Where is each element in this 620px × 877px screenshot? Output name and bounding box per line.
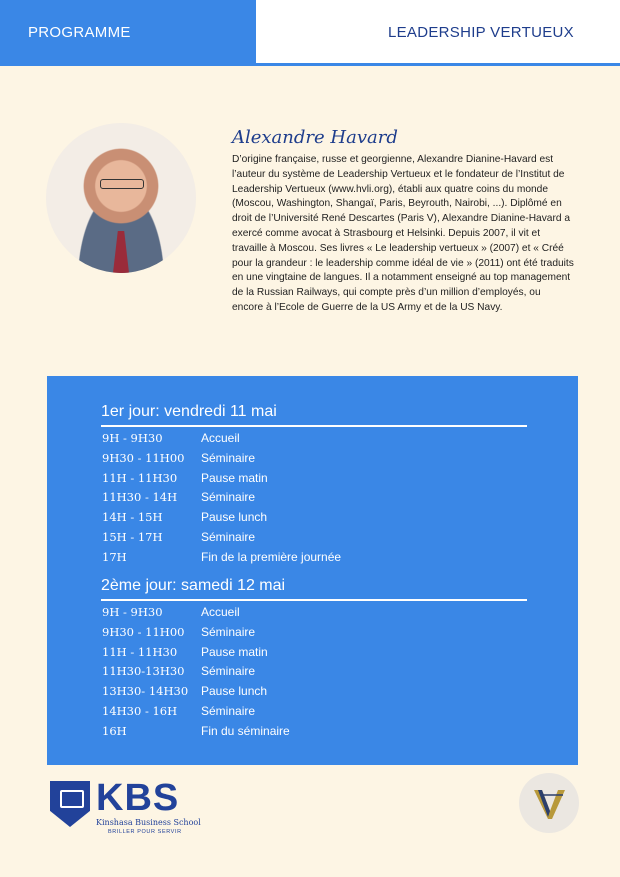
schedule-time: 16H	[102, 723, 127, 738]
schedule-activity: Pause lunch	[201, 684, 268, 699]
day-divider	[101, 599, 527, 601]
schedule-time: 9H30 - 11H00	[102, 450, 185, 465]
schedule-activity: Pause lunch	[201, 510, 268, 525]
schedule-time: 13H30- 14H30	[102, 684, 189, 699]
schedule-time: 14H30 - 16H	[102, 704, 178, 718]
kbs-tagline: BRILLER POUR SERVIR	[108, 829, 182, 835]
schedule-time: 14H - 15H	[102, 510, 163, 525]
hvli-logo	[519, 773, 579, 833]
program-panel	[47, 376, 578, 765]
speaker-photo	[46, 123, 196, 273]
header-right-band	[256, 0, 620, 66]
schedule-time: 9H - 9H30	[102, 431, 163, 445]
kbs-acronym: KBS	[96, 777, 180, 819]
v-logo-icon	[519, 773, 579, 833]
day-divider	[101, 425, 527, 427]
schedule-activity: Séminaire	[201, 624, 256, 639]
schedule-activity: Fin du séminaire	[201, 723, 290, 738]
schedule-activity: Pause matin	[201, 470, 268, 485]
day-title: 1er jour: vendredi 11 mai	[101, 403, 277, 420]
schedule-time: 17H	[102, 549, 127, 564]
schedule-activity: Accueil	[201, 605, 240, 619]
schedule-time: 11H30-13H30	[102, 664, 185, 679]
day-title: 2ème jour: samedi 12 mai	[101, 577, 286, 594]
header-right-label: LEADERSHIP VERTUEUX	[387, 24, 574, 41]
speaker-bio: D’origine française, russe et georgienne, Alexandre Dianine-Havard est l’auteur du système de Leadership Vertueux et le fondateur de l’Institut de Leadership Vertueux (www.hvli.org), établi aux quatre coins du monde (Moscou, Washington, Shangaï, Paris, Beyrouth, Nairobi, ...). Diplômé en droit de l’Université René Descartes (Paris V), Alexandre Dianine-Havard a exercé comme avocat à Strasbourg et Helsinki. Depuis 2007, il vit et travaille à Moscou. Ses livres « Le leadership vertueux » (2007) et « Créé pour la grandeur : le leadership comme idéal de vie » (2011) ont été traduits en une vingtaine de langues. Il a notamment enseigné au top management de la Russian Railways, qui compte près d’un million d’employés, ou encore à l’Ecole de Guerre de la US Army et de la US Navy.	[232, 154, 574, 313]
schedule-time: 15H - 17H	[102, 530, 163, 544]
schedule-time: 11H30 - 14H	[102, 490, 178, 505]
schedule-activity: Accueil	[201, 431, 240, 445]
kbs-school-name: Kinshasa Business School	[96, 818, 201, 827]
schedule-time: 11H - 11H30	[102, 470, 178, 485]
schedule-activity: Pause matin	[201, 644, 268, 659]
schedule-activity: Séminaire	[201, 450, 256, 465]
schedule-activity: Séminaire	[201, 490, 256, 505]
schedule-activity: Séminaire	[201, 704, 256, 718]
schedule-activity: Fin de la première journée	[201, 549, 342, 564]
schedule-time: 11H - 11H30	[102, 644, 178, 659]
kbs-shield-icon	[50, 781, 90, 827]
schedule-time: 9H30 - 11H00	[102, 624, 185, 639]
schedule-activity: Séminaire	[201, 530, 256, 544]
speaker-name: Alexandre Havard	[232, 127, 398, 148]
glasses-shape	[100, 179, 144, 189]
schedule-time: 9H - 9H30	[102, 605, 163, 619]
header-left-label: PROGRAMME	[28, 24, 131, 41]
tie-shape	[113, 231, 129, 273]
header-left-band	[0, 0, 256, 66]
schedule-activity: Séminaire	[201, 664, 256, 679]
